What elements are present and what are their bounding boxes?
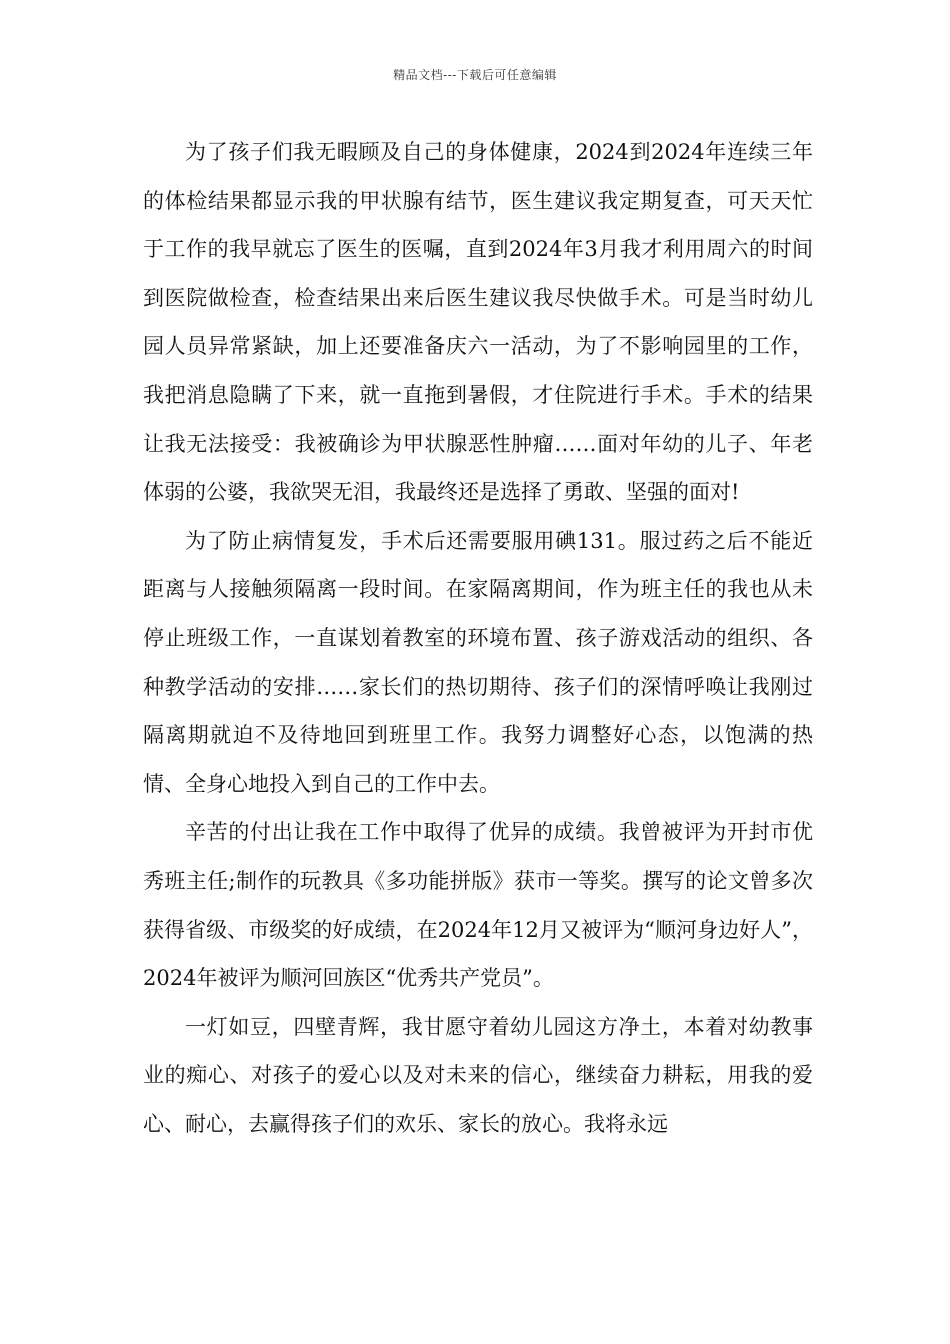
paragraph-health: 为了孩子们我无暇顾及自己的身体健康，2024到2024年连续三年的体检结果都显示我的甲状腺有结节，医生建议我定期复查，可天天忙于工作的我早就忘了医生的医嘱，直到2024年3月我才利用周六的时间到医院做检查，检查结果出来后医生建议我尽快做手术。可是当时幼儿园人员异常紧缺，加上还要准备庆六一活动，为了不影响园里的工作，我把消息隐瞒了下来，就一直拖到暑假，才住院进行手术。手术的结果让我无法接受：我被确诊为甲状腺恶性肿瘤……面对年幼的儿子、年老体弱的公婆，我欲哭无泪，我最终还是选择了勇敢、坚强的面对! — [143, 140, 813, 505]
paragraph-commitment: 一灯如豆，四壁青辉，我甘愿守着幼儿园这方净土，本着对幼教事业的痴心、对孩子的爱心以及对未来的信心，继续奋力耕耘，用我的爱心、耐心，去赢得孩子们的欢乐、家长的放心。我将永远 — [143, 1014, 813, 1136]
paragraph-recovery: 为了防止病情复发，手术后还需要服用碘131。服过药之后不能近距离与人接触须隔离一段时间。在家隔离期间，作为班主任的我也从未停止班级工作，一直谋划着教室的环境布置、孩子游戏活动的组织、各种教学活动的安排……家长们的热切期待、孩子们的深情呼唤让我刚过隔离期就迫不及待地回到班里工作。我努力调整好心态，以饱满的热情、全身心地投入到自己的工作中去。 — [143, 528, 813, 796]
page-header: 精品文档---下载后可任意编辑 — [393, 68, 557, 82]
document-body — [143, 128, 813, 1148]
paragraph-achievements: 辛苦的付出让我在工作中取得了优异的成绩。我曾被评为开封市优秀班主任;制作的玩教具《多功能拼版》获市一等奖。撰写的论文曾多次获得省级、市级奖的好成绩，在2024年12月又被评为“顺河身边好人”，2024年被评为顺河回族区“优秀共产党员”。 — [143, 820, 813, 991]
